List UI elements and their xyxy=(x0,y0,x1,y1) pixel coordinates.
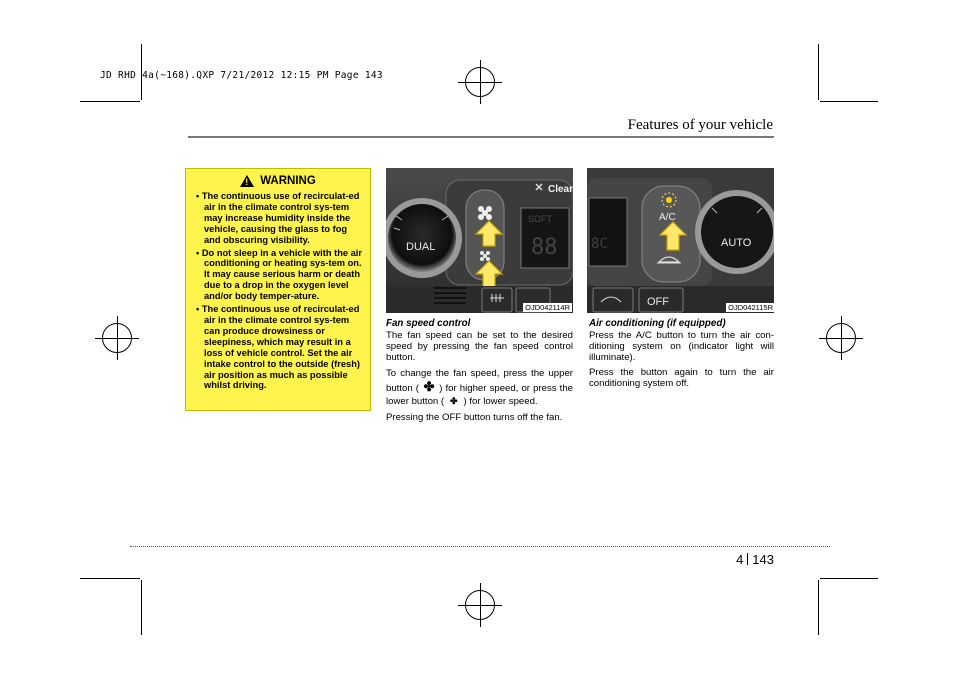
warning-box xyxy=(185,168,371,411)
off-button-label: OFF xyxy=(647,296,669,308)
air-conditioning-paragraph: Press the A/C button to turn the air con-ditioning system on (indicator light will illuminate). xyxy=(589,330,774,363)
fan-speed-heading: Fan speed control xyxy=(386,318,471,329)
crop-mark xyxy=(80,578,140,579)
warning-title: WARNING xyxy=(260,175,316,187)
auto-knob-label: AUTO xyxy=(721,237,752,249)
page-number-value: 143 xyxy=(752,552,774,567)
crop-mark xyxy=(820,101,878,102)
air-conditioning-heading: Air conditioning (if equipped) xyxy=(589,318,726,329)
crop-mark xyxy=(141,580,142,635)
warning-item: • Do not sleep in a vehicle with the air conditioning or heating sys-tem on. It may cause serious harm or death due to a drop in the oxygen level and/or body temper-ature. xyxy=(192,248,364,303)
chapter-number: 4 xyxy=(736,552,744,567)
fan-speed-paragraph: To change the fan speed, press the upper button ( ✤ ) for higher speed, or press the lower button ( ✤ ) for lower speed. xyxy=(386,368,574,407)
dual-label: DUAL xyxy=(406,241,436,253)
figure-code: OJD042114R xyxy=(525,303,570,312)
crop-mark xyxy=(820,578,878,579)
registration-mark xyxy=(102,323,132,353)
fan-high-icon: ✤ xyxy=(423,379,435,394)
display-digits: 88 xyxy=(531,235,558,260)
page-number xyxy=(736,552,774,567)
registration-mark xyxy=(465,590,495,620)
display-soft-label: SOFT xyxy=(528,214,552,224)
crop-mark xyxy=(818,44,819,100)
header-rule xyxy=(188,136,774,138)
warning-icon: ! xyxy=(240,175,254,187)
registration-mark xyxy=(826,323,856,353)
warning-item: • The continuous use of recirculat-ed air in the climate control sys-tem can produce drowsiness or sleepiness, which may result in a loss of vehicle control. Set the air intake control to the outside (fresh) air position as much as possible whilst driving. xyxy=(192,304,364,391)
fan-speed-control-photo xyxy=(386,168,573,313)
registration-mark xyxy=(465,67,495,97)
crop-mark xyxy=(80,101,140,102)
footer-rule xyxy=(130,546,830,547)
ac-button-label: A/C xyxy=(659,212,676,223)
warning-item: • The continuous use of recirculat-ed air in the climate control sys-tem may increase humidity inside the vehicle, causing the glass to fog and obscuring visibility. xyxy=(192,191,364,246)
air-conditioning-photo xyxy=(587,168,774,313)
crop-mark xyxy=(818,580,819,635)
svg-text:8C: 8C xyxy=(591,236,608,252)
figure-code: OJD042115R xyxy=(728,303,773,312)
warning-list xyxy=(192,191,364,391)
section-header-title: Features of your vehicle xyxy=(627,117,773,133)
fan-speed-paragraph: The fan speed can be set to the desired speed by pressing the fan speed control button. xyxy=(386,330,573,363)
print-slug: JD RHD 4a(~168).QXP 7/21/2012 12:15 PM Page 143 xyxy=(100,70,383,81)
fan-low-icon: ✤ xyxy=(450,396,458,406)
clear-label: Clear xyxy=(548,184,573,195)
air-conditioning-paragraph: Press the button again to turn the air conditioning system off. xyxy=(589,367,774,389)
warning-heading xyxy=(192,175,364,187)
air-conditioning-section xyxy=(589,318,774,393)
fan-speed-section xyxy=(386,318,573,427)
fan-speed-paragraph: Pressing the OFF button turns off the fan. xyxy=(386,412,563,423)
